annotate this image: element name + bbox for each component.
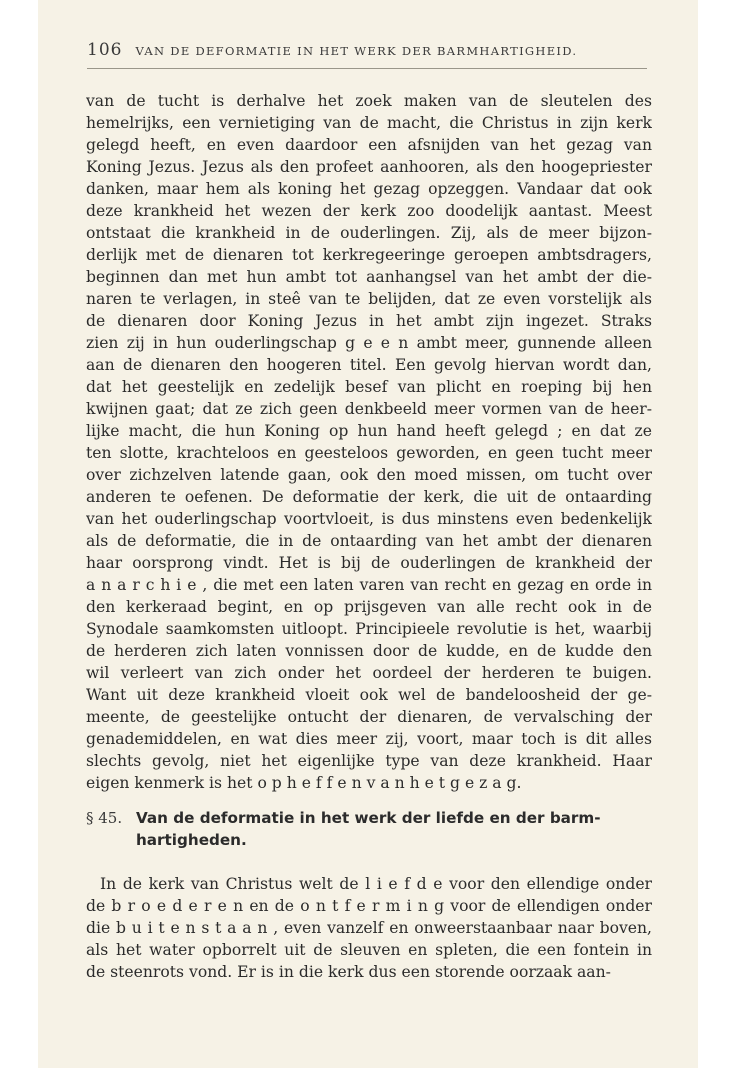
header-rule: [87, 68, 647, 69]
running-header: [87, 40, 647, 64]
text-line: beginnen dan met hun ambt tot aanhangsel van het ambt der die-: [86, 268, 652, 286]
text-line: ten slotte, krachteloos en geesteloos geworden, en geen tucht meer: [86, 444, 652, 462]
text-line: hemelrijks, een vernietiging van de macht, die Christus in zijn kerk: [86, 114, 652, 132]
text-line: zien zij in hun ouderlingschap g e e n ambt meer, gunnende alleen: [86, 334, 652, 352]
text-line: de b r o e d e r e n en de o n t f e r m i n g voor de ellendigen onder: [86, 897, 652, 915]
text-line: Want uit deze krankheid vloeit ook wel de bandeloosheid der ge-: [86, 686, 652, 704]
text-line: genademiddelen, en wat dies meer zij, voort, maar toch is dit alles: [86, 730, 652, 748]
text-line: gelegd heeft, en even daardoor een afsnijden van het gezag van: [86, 136, 652, 154]
text-line: slechts gevolg, niet het eigenlijke type van deze krankheid. Haar: [86, 752, 652, 770]
section-title-line-1: Van de deformatie in het werk der liefde en der barm-: [136, 809, 601, 827]
text-line: die b u i t e n s t a a n , even vanzelf en onweerstaanbaar naar boven,: [86, 919, 652, 937]
text-line: kwijnen gaat; dat ze zich geen denkbeeld meer vormen van de heer-: [86, 400, 652, 418]
section-title-line-2: hartigheden.: [136, 831, 247, 849]
text-line: van het ouderlingschap voortvloeit, is dus minstens even bedenkelijk: [86, 510, 652, 528]
text-line: de dienaren door Koning Jezus in het ambt zijn ingezet. Straks: [86, 312, 652, 330]
text-line: Koning Jezus. Jezus als den profeet aanhooren, als den hoogepriester: [86, 158, 652, 176]
text-line: als het water opborrelt uit de sleuven en spleten, die een fontein in: [86, 941, 652, 959]
text-line: de herderen zich laten vonnissen door de kudde, en de kudde den: [86, 642, 652, 660]
text-line: danken, maar hem als koning het gezag opzeggen. Vandaar dat ook: [86, 180, 652, 198]
text-line: als de deformatie, die in de ontaarding van het ambt der dienaren: [86, 532, 652, 550]
text-line: van de tucht is derhalve het zoek maken van de sleutelen des: [86, 92, 652, 110]
text-line: den kerkeraad begint, en op prijsgeven van alle recht ook in de: [86, 598, 652, 616]
text-line: derlijk met de dienaren tot kerkregeeringe geroepen ambtsdragers,: [86, 246, 652, 264]
text-line: dat het geestelijk en zedelijk besef van plicht en roeping bij hen: [86, 378, 652, 396]
text-line: de steenrots vond. Er is in die kerk dus een storende oorzaak aan-: [86, 963, 611, 981]
page-number: 106: [87, 40, 123, 60]
text-line: eigen kenmerk is het o p h e f f e n v a n h e t g e z a g.: [86, 774, 522, 792]
text-line: lijke macht, die hun Koning op hun hand heeft gelegd ; en dat ze: [86, 422, 652, 440]
text-line: over zichzelven latende gaan, ook den moed missen, om tucht over: [86, 466, 652, 484]
text-line: In de kerk van Christus welt de l i e f d e voor den ellendige onder: [100, 875, 652, 893]
text-line: aan de dienaren den hoogeren titel. Een gevolg hiervan wordt dan,: [86, 356, 652, 374]
running-title: VAN DE DEFORMATIE IN HET WERK DER BARMHARTIGHEID.: [135, 44, 578, 58]
text-line: meente, de geestelijke ontucht der dienaren, de vervalsching der: [86, 708, 652, 726]
text-line: Synodale saamkomsten uitloopt. Principieele revolutie is het, waarbij: [86, 620, 652, 638]
text-line: haar oorsprong vindt. Het is bij de ouderlingen de krankheid der: [86, 554, 652, 572]
text-line: wil verleert van zich onder het oordeel der herderen te buigen.: [86, 664, 652, 682]
text-line: deze krankheid het wezen der kerk zoo doodelijk aantast. Meest: [86, 202, 652, 220]
text-line: naren te verlagen, in steê van te belijden, dat ze even vorstelijk als: [86, 290, 652, 308]
text-line: anderen te oefenen. De deformatie der kerk, die uit de ontaarding: [86, 488, 652, 506]
text-line: ontstaat die krankheid in de ouderlingen. Zij, als de meer bijzon-: [86, 224, 652, 242]
text-line: a n a r c h i e , die met een laten varen van recht en gezag en orde in: [86, 576, 652, 594]
book-page: [38, 0, 698, 1068]
section-number: § 45.: [86, 809, 123, 827]
